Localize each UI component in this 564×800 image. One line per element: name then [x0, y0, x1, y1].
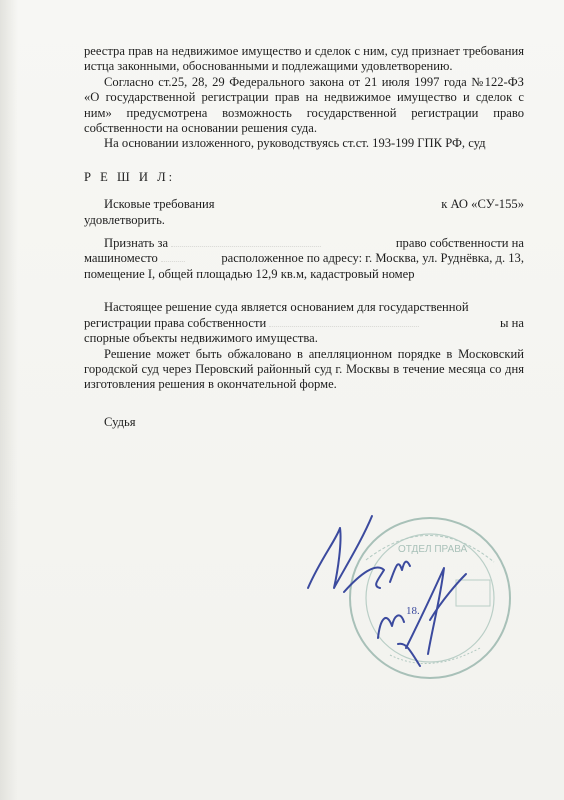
paragraph-grounds: На основании изложенного, руководствуясь ст.ст. 193-199 ГПК РФ, суд — [104, 136, 486, 151]
claims-label: Исковые требования — [104, 197, 215, 212]
parking-label: машиноместо — [84, 251, 158, 266]
claims-line — [84, 197, 524, 212]
claims-continuation: удовлетворить. — [84, 212, 165, 227]
paragraph-basis-1: Настоящее решение суда является основанием для государственной — [104, 300, 469, 315]
premises-text: помещение I, общей площадью 12,9 кв.м, кадастровый номер — [84, 266, 415, 281]
defendant-name: к АО «СУ-155» — [441, 197, 524, 212]
judge-label: Судья — [104, 414, 136, 429]
ownership-right-text: право собственности на — [395, 236, 524, 251]
scan-edge-shadow — [0, 0, 18, 800]
seal-text: ОТДЕЛ ПРАВА — [398, 544, 468, 555]
redacted-owner — [269, 326, 419, 327]
document-body — [84, 44, 524, 430]
judge-signature — [308, 516, 410, 592]
paragraph-appeal: Решение может быть обжаловано в апелляционном порядке в Московский городской суд через Перовский районный суд г. Москвы в течение месяца со дня изготовления решения в окончательной форме. — [84, 346, 524, 392]
recognition-line — [84, 236, 524, 251]
redacted-parking-number — [161, 261, 185, 262]
decision-heading: Р Е Ш И Л: — [84, 169, 176, 184]
parking-line — [84, 251, 524, 266]
recognize-label: Признать за — [104, 236, 169, 251]
seal-and-signature — [280, 470, 520, 700]
basis-text: регистрации права собственности — [84, 315, 267, 330]
address-text: расположенное по адресу: г. Москва, ул. Руднёвка, д. 13, — [221, 251, 524, 266]
signature-mark: 18. — [406, 605, 420, 617]
paragraph-basis-2 — [84, 316, 524, 331]
paragraph-registry: реестра прав на недвижимое имущество и сделок с ним, суд признает требования истца законными, обоснованными и подлежащими удовлетворению. — [84, 44, 524, 74]
paragraph-basis-3: спорные объекты недвижимого имущества. — [84, 331, 318, 346]
redacted-name — [171, 246, 321, 247]
basis-text-end: ы на — [500, 315, 524, 330]
second-signature — [378, 568, 466, 666]
redacted-cadastral-line — [84, 282, 524, 292]
paragraph-law-reference: Согласно ст.25, 28, 29 Федерального закона от 21 июля 1997 года №122-ФЗ «О государственной регистрации прав на недвижимое имущество и сделок с ним» предусмотрена возможность государственной регистрации право собственности на основании решения суда. — [84, 74, 524, 136]
